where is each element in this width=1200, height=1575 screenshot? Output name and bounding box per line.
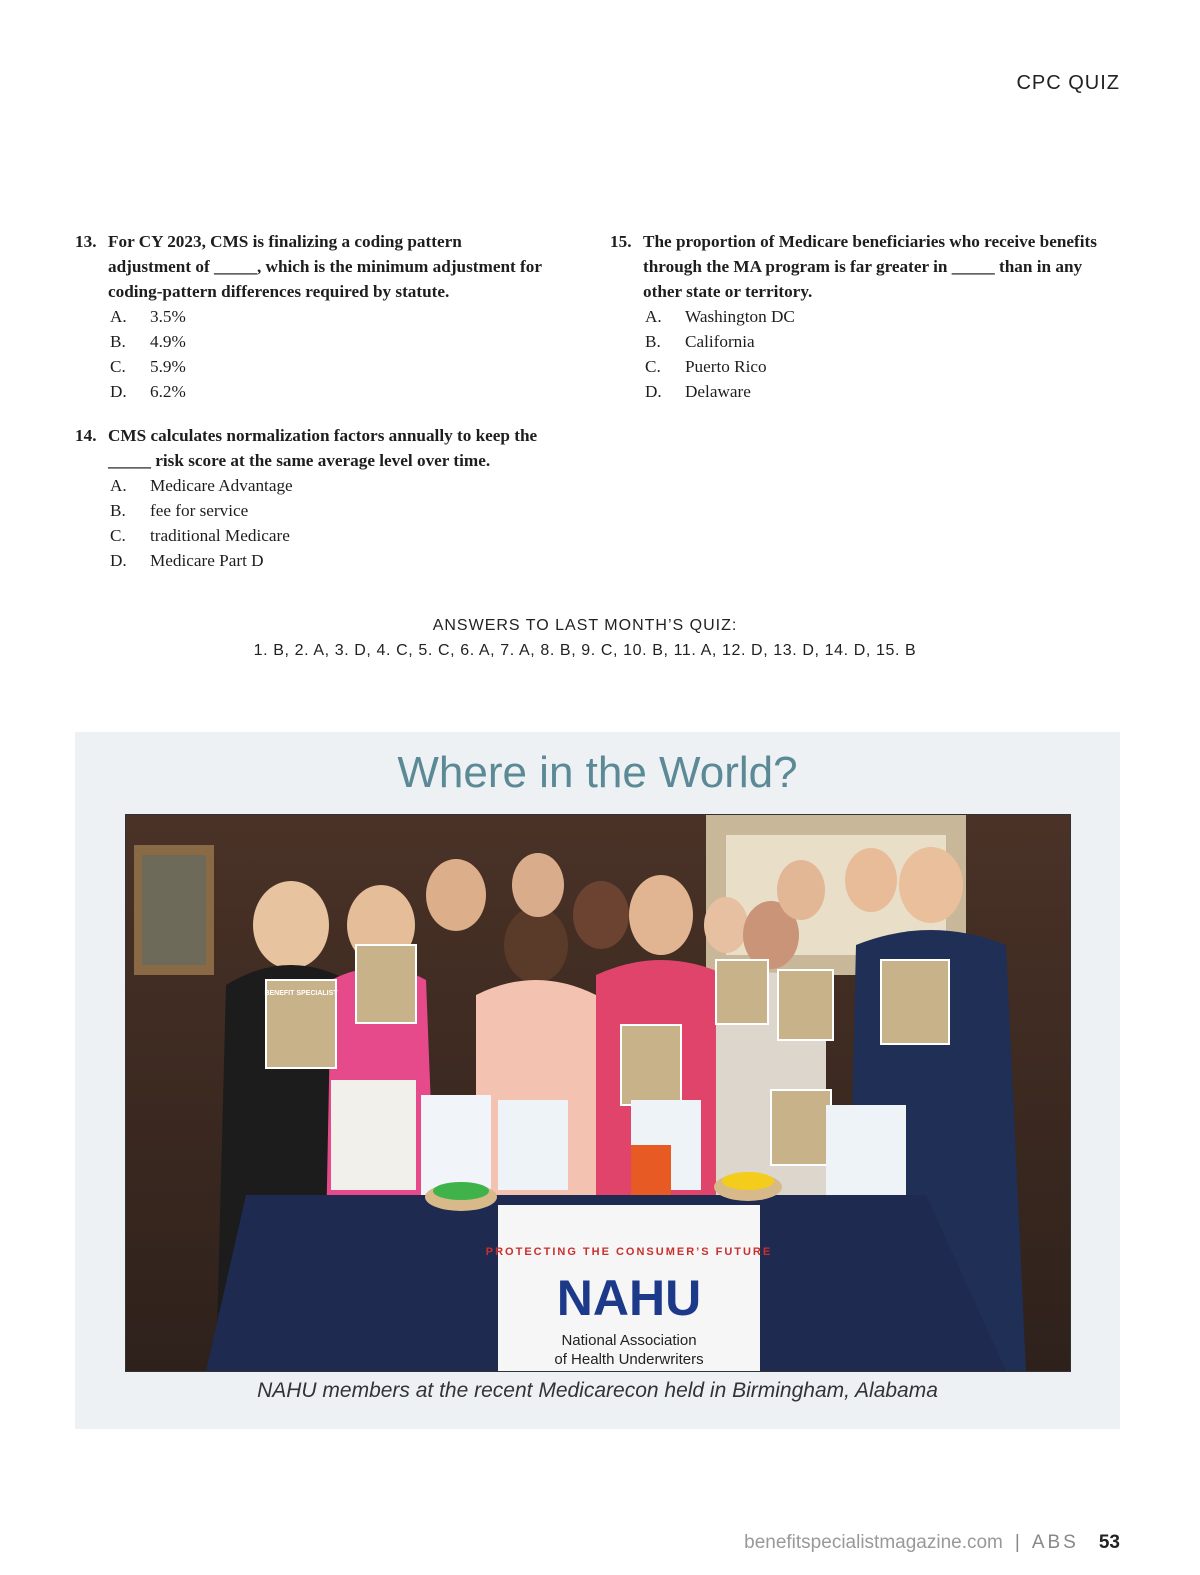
option-text: 5.9% bbox=[150, 357, 186, 376]
question-text: For CY 2023, CMS is finalizing a coding pattern adjustment of _____, which is the minimum adjustment for coding-pattern differences required by statute. bbox=[108, 232, 542, 301]
option-letter: D. bbox=[645, 382, 662, 401]
option-letter: C. bbox=[110, 526, 126, 545]
photo-illustration bbox=[126, 815, 1070, 1371]
option-text: California bbox=[685, 332, 755, 351]
answer-option bbox=[75, 304, 545, 329]
question-15 bbox=[610, 229, 1110, 404]
question-13 bbox=[75, 229, 545, 404]
option-letter: D. bbox=[110, 551, 127, 570]
option-text: Puerto Rico bbox=[685, 357, 767, 376]
answer-option bbox=[75, 354, 545, 379]
option-letter: A. bbox=[110, 307, 127, 326]
footer-site: benefitspecialistmagazine.com bbox=[744, 1532, 1003, 1553]
feature-title: Where in the World? bbox=[397, 748, 798, 797]
answer-option bbox=[610, 354, 1110, 379]
answer-option bbox=[75, 473, 545, 498]
option-letter: B. bbox=[645, 332, 661, 351]
question-number: 13. bbox=[75, 232, 97, 251]
option-text: 6.2% bbox=[150, 382, 186, 401]
answer-option bbox=[75, 379, 545, 404]
option-text: 4.9% bbox=[150, 332, 186, 351]
membership-sign bbox=[331, 1080, 416, 1190]
option-letter: C. bbox=[110, 357, 126, 376]
nahu-logo: NAHU bbox=[556, 1270, 702, 1326]
answer-option bbox=[610, 379, 1110, 404]
where-in-the-world-box bbox=[75, 732, 1120, 1429]
quiz-column-right bbox=[610, 229, 1110, 423]
option-text: 3.5% bbox=[150, 307, 186, 326]
question-text: The proportion of Medicare beneficiaries who receive benefits through the MA program is far greater in _____ than in any other state or territory. bbox=[643, 232, 1097, 301]
banner-arc-text: PROTECTING THE CONSUMER’S FUTURE bbox=[485, 1246, 773, 1258]
banner-line-2: of Health Underwriters bbox=[554, 1351, 704, 1368]
question-text: CMS calculates normalization factors annually to keep the _____ risk score at the same average level over time. bbox=[108, 426, 538, 470]
option-text: Medicare Part D bbox=[150, 551, 264, 570]
photo-caption: NAHU members at the recent Medicarecon held in Birmingham, Alabama bbox=[257, 1379, 938, 1402]
answer-option bbox=[75, 548, 545, 573]
page-footer bbox=[744, 1532, 1120, 1554]
answer-option bbox=[610, 304, 1110, 329]
option-text: Medicare Advantage bbox=[150, 476, 293, 495]
option-text: fee for service bbox=[150, 501, 249, 520]
footer-magazine: ABS bbox=[1031, 1532, 1079, 1553]
option-text: Washington DC bbox=[685, 307, 795, 326]
answer-option bbox=[610, 329, 1110, 354]
group-photo bbox=[125, 814, 1071, 1372]
page-number: 53 bbox=[1098, 1532, 1120, 1553]
footer-separator: | bbox=[1014, 1532, 1020, 1553]
option-letter: C. bbox=[645, 357, 661, 376]
answers-list: 1. B, 2. A, 3. D, 4. C, 5. C, 6. A, 7. A, 8. B, 9. C, 10. B, 11. A, 12. D, 13. D, 14. D, 15. B bbox=[253, 642, 917, 659]
section-tag: CPC QUIZ bbox=[1016, 72, 1120, 94]
option-text: traditional Medicare bbox=[150, 526, 290, 545]
last-month-answers bbox=[0, 614, 1170, 664]
answer-option bbox=[75, 523, 545, 548]
option-letter: A. bbox=[110, 476, 127, 495]
magazine-title: BENEFIT SPECIALIST bbox=[264, 990, 338, 997]
question-number: 15. bbox=[610, 232, 632, 251]
answers-title: ANSWERS TO LAST MONTH’S QUIZ: bbox=[432, 617, 738, 634]
option-letter: A. bbox=[645, 307, 662, 326]
option-letter: B. bbox=[110, 501, 126, 520]
answer-option bbox=[75, 329, 545, 354]
option-letter: B. bbox=[110, 332, 126, 351]
banner-line-1: National Association bbox=[561, 1332, 697, 1349]
question-14 bbox=[75, 423, 545, 573]
quiz-column-left bbox=[75, 229, 545, 592]
answer-option bbox=[75, 498, 545, 523]
option-text: Delaware bbox=[685, 382, 751, 401]
option-letter: D. bbox=[110, 382, 127, 401]
question-number: 14. bbox=[75, 426, 97, 445]
